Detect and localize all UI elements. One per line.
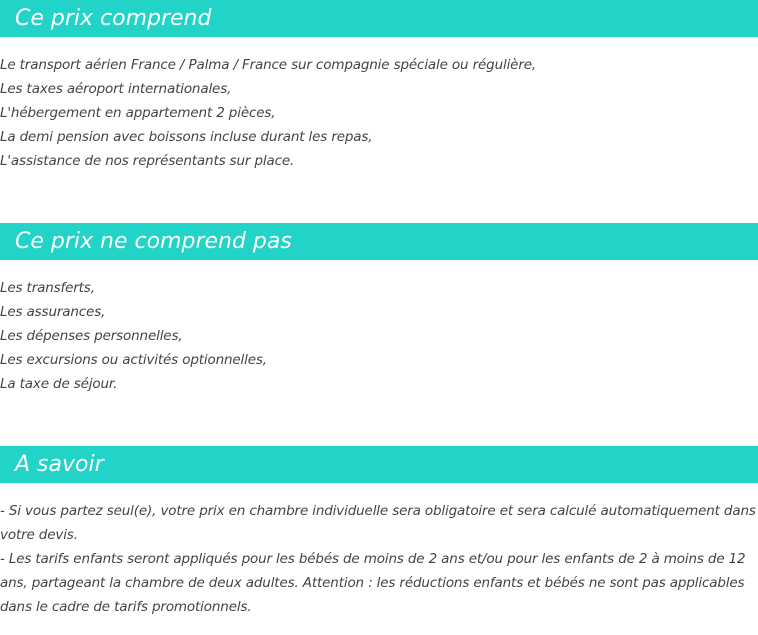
list-item: La taxe de séjour.: [0, 376, 118, 392]
section-header-good-to-know: [0, 446, 758, 483]
list-item: Les assurances,: [0, 304, 106, 320]
list-item: Les excursions ou activités optionnelles,: [0, 352, 267, 368]
info-paragraph: - Les tarifs enfants seront appliqués pour les bébés de moins de 2 ans et/ou pour les enfants de 2 à moins de 12 ans, partageant la chambre de deux adultes. Attention : les réductions enfants et bébés ne sont pas applicables dans le cadre de tarifs promotionnels.: [0, 551, 746, 615]
good-to-know-text: [0, 499, 756, 619]
list-item: Les transferts,: [0, 280, 95, 296]
section-title-not-included: Ce prix ne comprend pas: [15, 229, 292, 254]
list-item: L'hébergement en appartement 2 pièces,: [0, 105, 276, 121]
included-list: [0, 53, 756, 173]
not-included-list: [0, 276, 756, 396]
section-title-good-to-know: A savoir: [15, 452, 104, 477]
list-item: Les taxes aéroport internationales,: [0, 81, 232, 97]
list-item: La demi pension avec boissons incluse durant les repas,: [0, 129, 373, 145]
section-header-included: [0, 0, 758, 37]
section-header-not-included: [0, 223, 758, 260]
list-item: L'assistance de nos représentants sur place.: [0, 153, 295, 169]
list-item: Les dépenses personnelles,: [0, 328, 183, 344]
info-paragraph: - Si vous partez seul(e), votre prix en chambre individuelle sera obligatoire et sera calculé automatiquement dans votre devis.: [0, 503, 756, 543]
list-item: Le transport aérien France / Palma / France sur compagnie spéciale ou régulière,: [0, 57, 537, 73]
section-title-included: Ce prix comprend: [15, 6, 212, 31]
